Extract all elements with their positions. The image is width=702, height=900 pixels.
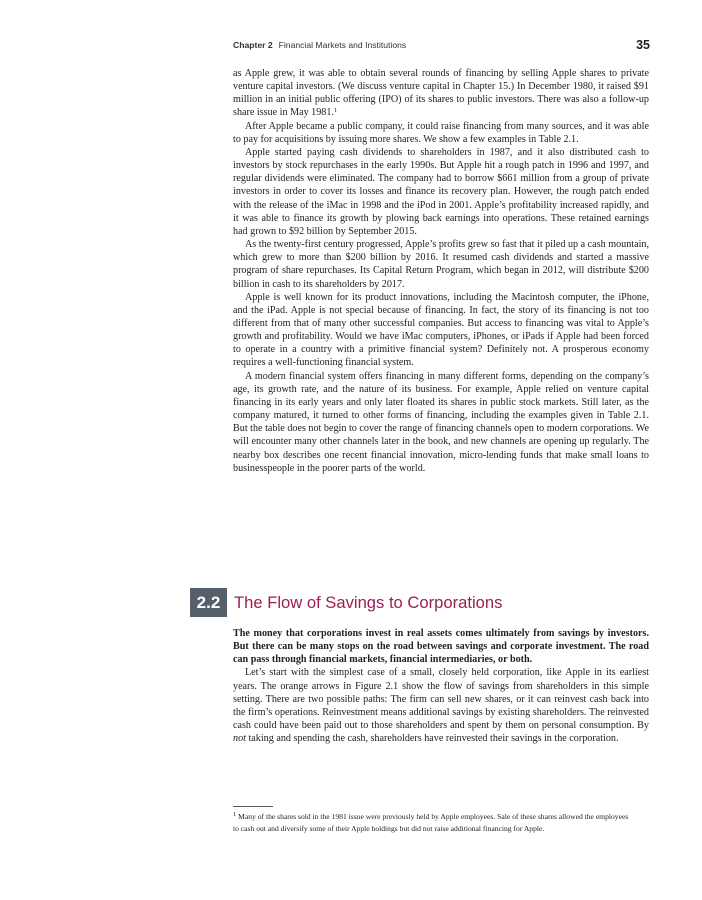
footnote-text: Many of the shares sold in the 1981 issue were previously held by Apple employees. Sale of these shares allowed the employees to cash out and diversify some of their Apple holdings but did not raise additional financing for Apple. [233,812,629,833]
paragraph: A modern financial system offers financing in many different forms, depending on the company’s age, its growth rate, and the nature of its business. For example, Apple relied on venture capital financing in its early years and only later floated its shares in public stock markets. Still later, as the company matured, it turned to other forms of financing, including the examples given in Table 2.1. But the table does not begin to cover the range of financing channels open to modern corporations. We will encounter many other channels later in the book, and new channels are opening up regularly. The nearby box describes one recent financial innovation, micro-lending funds that make small loans to businesspeople in the poorer parts of the world. [233,370,649,474]
paragraph [233,67,649,120]
footnote [233,811,633,834]
section-number-badge: 2.2 [190,588,227,617]
chapter-number: Chapter 2 [233,40,273,50]
section-text [233,627,649,745]
footnote-divider [233,806,273,807]
paragraph: Apple started paying cash dividends to shareholders in 1987, and it also distributed cash to investors by stock repurchases in the early 1990s. But Apple hit a rough patch in 1996 and 1997, and regular dividends were eliminated. The company had to borrow $661 million from a group of private investors in order to cover its losses and finance its recovery plan. However, the rough patch ended with the release of the iMac in 1998 and the iPod in 2001. Apple’s profitability increased rapidly, and it was able to finance its growth by plowing back earnings into operations. These retained earnings had grown to $92 billion by September 2015. [233,146,649,237]
running-header [233,38,650,52]
section-lead-paragraph: The money that corporations invest in real assets comes ultimately from savings by investors. But there can be many stops on the road between savings and corporate investment. The road can pass through financial markets, financial intermediaries, or both. [233,628,649,666]
paragraph-text: Let’s start with the simplest case of a small, closely held corporation, like Apple in its earliest years. The orange arrows in Figure 2.1 show the flow of savings from shareholders in this simple setting. There are two possible paths: The firm can sell new shares, or it can reinvest cash back into the firm’s operations. Reinvestment means additional savings by existing shareholders. The reinvested cash could have been paid out to those shareholders and spent by them on personal consumption. By [233,667,649,732]
section-title: The Flow of Savings to Corporations [234,593,503,612]
footnote-marker: 1 [233,811,237,818]
paragraph-text: as Apple grew, it was able to obtain several rounds of financing by selling Apple shares to private venture capital investors. (We discuss venture capital in Chapter 15.) In December 1980, it raised $91 million in an initial public offering (IPO) of its shares to public investors. There was also a follow-up share issue in May 1981. [233,68,649,119]
paragraph [233,666,649,745]
continuation-text [233,67,649,475]
paragraph-text-end: taking and spending the cash, shareholders have reinvested their savings in the corporation. [245,733,619,745]
footnote-ref: 1 [333,107,338,115]
emphasis: not [233,733,246,745]
page-number: 35 [636,38,650,52]
chapter-label [233,40,406,50]
paragraph: Apple is well known for its product innovations, including the Macintosh computer, the iPhone, and the iPad. Apple is not special because of financing. In fact, the story of its financing is not too different from that of many other successful companies. But access to financing was vital to Apple’s growth and profitability. Would we have iMac computers, iPhones, or iPads if Apple had been forced to operate in a country with a primitive financial system? Definitely not. A prosperous economy requires a well-functioning financial system. [233,291,649,369]
chapter-title: Financial Markets and Institutions [278,40,407,50]
paragraph: After Apple became a public company, it could raise financing from many sources, and it was able to pay for acquisitions by issuing more shares. We show a few examples in Table 2.1. [233,120,649,145]
paragraph: As the twenty-first century progressed, Apple’s profits grew so fast that it piled up a cash mountain, which grew to more than $200 billion by 2016. It resumed cash dividends and started a massive program of share repurchases. Its Capital Return Program, which began in 2012, will distribute $200 billion in cash to its shareholders by 2017. [233,239,649,290]
